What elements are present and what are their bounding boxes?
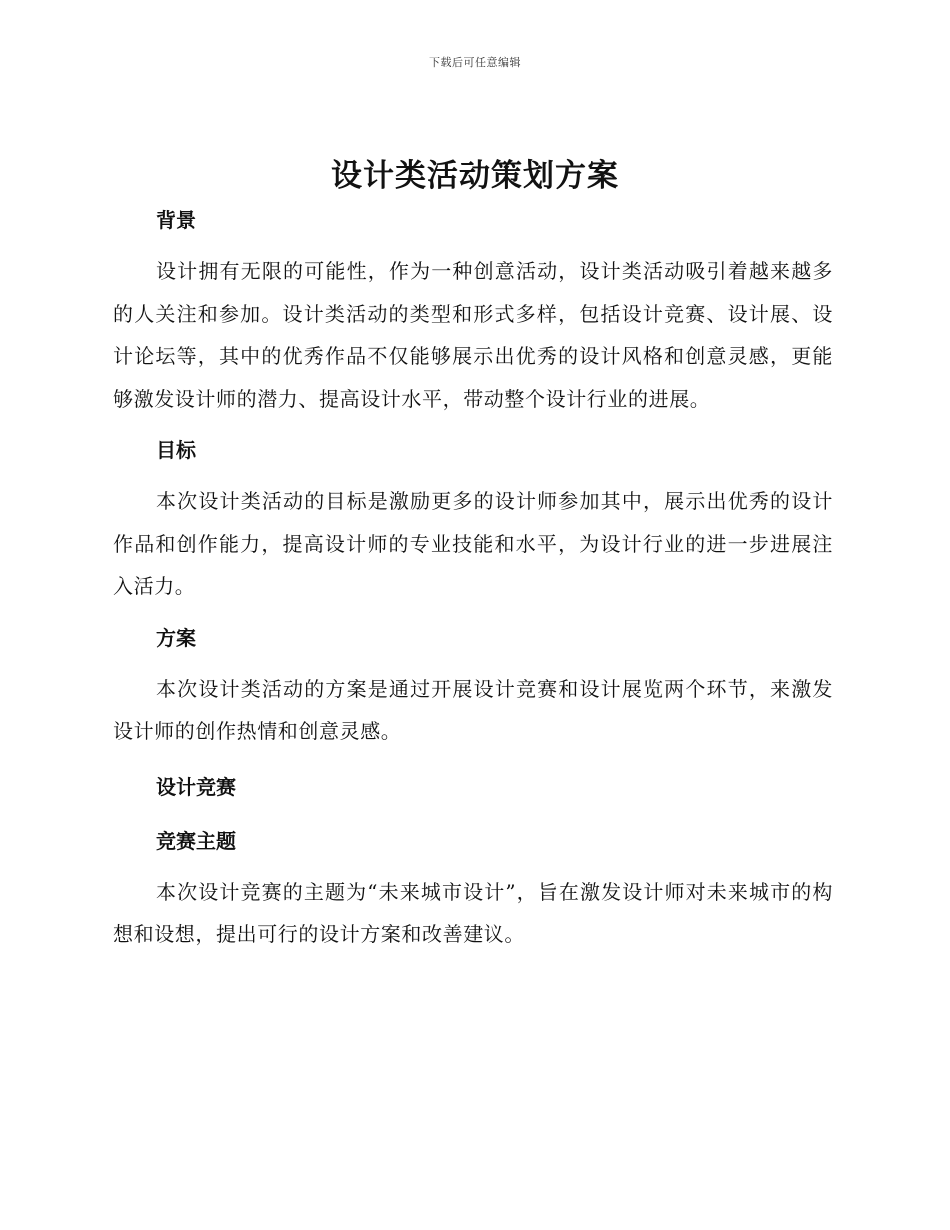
section-text-plan: 本次设计类活动的方案是通过开展设计竞赛和设计展览两个环节，来激发设计师的创作热情和创意灵感。 xyxy=(113,676,833,743)
section-heading-goal: 目标 xyxy=(156,438,196,462)
section-text-goal: 本次设计类活动的目标是激励更多的设计师参加其中，展示出优秀的设计作品和创作能力，提高设计师的专业技能和水平，为设计行业的进一步进展注入活力。 xyxy=(113,489,833,598)
document-body xyxy=(113,200,833,956)
section-text-background: 设计拥有无限的可能性，作为一种创意活动，设计类活动吸引着越来越多的人关注和参加。设计类活动的类型和形式多样，包括设计竞赛、设计展、设计论坛等，其中的优秀作品不仅能够展示出优秀的设计风格和创意灵感，更能够激发设计师的潜力、提高设计水平，带动整个设计行业的进展。 xyxy=(113,259,833,411)
document-title: 设计类活动策划方案 xyxy=(331,158,619,194)
header-note: 下载后可任意编辑 xyxy=(429,56,521,69)
section-heading-plan: 方案 xyxy=(156,625,196,650)
section-heading-background: 背景 xyxy=(156,208,196,232)
section-text-theme: 本次设计竞赛的主题为“未来城市设计”，旨在激发设计师对未来城市的构想和设想，提出可行的设计方案和改善建议。 xyxy=(113,879,833,946)
section-heading-competition: 设计竞赛 xyxy=(156,774,236,799)
section-heading-theme: 竞赛主题 xyxy=(156,828,236,853)
